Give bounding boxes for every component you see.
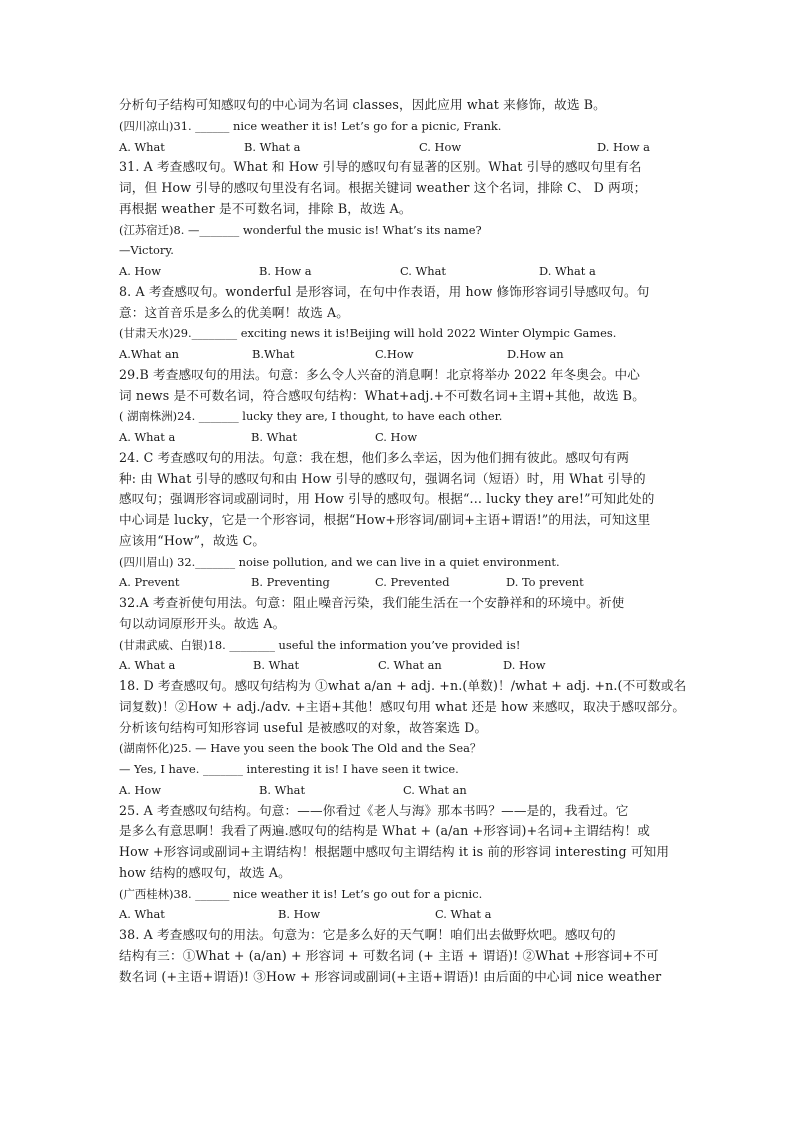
answer-option: D. What a [539, 264, 596, 278]
answer-option: B. How [278, 907, 321, 922]
answer-options [119, 261, 679, 282]
answer-option: B. What [259, 782, 306, 797]
explanation-line: 38. A 考查感叹句的用法。句意为：它是多么好的天气啊！咱们出去做野炊吧。感叹句的 [119, 927, 616, 942]
question-line: (广西桂林)38. ______ nice weather it is! Let’s go out for a picnic. [119, 886, 483, 901]
answer-option: A. What [119, 139, 165, 154]
answer-option: B.What [252, 347, 295, 361]
answer-option: A. Prevent [119, 575, 180, 590]
explanation-line: 词 news 是不可数名词，符合感叹句结构：What+adj.+不可数名词+主谓+其他，故选 B。 [119, 387, 645, 403]
explanation-line: 中心词是 lucky，它是一个形容词，根据“How+形容词/副词+主语+谓语!”的用法，可知这里 [119, 512, 651, 527]
answer-option: D. How a [597, 139, 650, 154]
explanation-line: 8. A 考查感叹句。wonderful 是形容词，在句中作表语，用 how 修饰形容词引导感叹句。句 [119, 283, 650, 299]
answer-option: C. What an [403, 782, 467, 797]
question-line: ( 湖南株洲)24. _______ lucky they are, I thought, to have each other. [119, 409, 503, 424]
explanation-line: 意：这首音乐是多么的优美啊！故选 A。 [119, 304, 350, 320]
answer-options [119, 780, 679, 801]
question-line: (四川眉山) 32._______ noise pollution, and we can live in a quiet environment. [119, 554, 560, 569]
answer-option: D. To prevent [506, 575, 584, 590]
explanation-line: 词复数)！②How + adj./adv. +主语+其他！感叹句用 what 还是 how 来感叹，取决于感叹部分。 [119, 698, 686, 714]
explanation-line: 分析该句结构可知形容词 useful 是被感叹的对象，故答案选 D。 [119, 719, 488, 735]
answer-option: C. What a [435, 907, 492, 922]
explanation-line: 32.A 考查祈使句用法。句意：阻止噪音污染，我们能生活在一个安静祥和的环境中。祈使 [119, 595, 625, 610]
explanation-line: 应该用“How”，故选 C。 [119, 532, 266, 548]
answer-option: A. How [119, 782, 162, 797]
question-line: (四川凉山)31. ______ nice weather it is! Let’s go for a picnic, Frank. [119, 118, 502, 133]
explanation-line: How +形容词或副词+主谓结构！根据题中感叹句主谓结构 it is 前的形容词 interesting 可知用 [119, 844, 670, 859]
explanation-line: 31. A 考查感叹句。What 和 How 引导的感叹句有显著的区别。What 引导的感叹句里有名 [119, 159, 642, 175]
explanation-line: 数名词 (+主语+谓语)! ③How + 形容词或副词(+主语+谓语)! 由后面的中心词 nice weather [119, 968, 662, 984]
answer-options [119, 655, 679, 676]
answer-option: A.What an [119, 347, 180, 361]
answer-option: A. What a [119, 658, 176, 673]
answer-option: D. How [503, 658, 546, 673]
answer-option: B. How a [259, 264, 312, 278]
explanation-line: 25. A 考查感叹句结构。句意：——你看过《老人与海》那本书吗？——是的，我看过。它 [119, 802, 629, 818]
explanation-line: 是多么有意思啊！我看了两遍.感叹句的结构是 What + (a/an +形容词)+名词+主谓结构！或 [119, 823, 650, 839]
answer-options [119, 344, 679, 365]
explanation-line: 24. C 考查感叹句的用法。句意：我在想，他们多么幸运，因为他们拥有彼此。感叹句有两 [119, 449, 630, 465]
answer-option: B. What a [244, 139, 301, 154]
explanation-line: 词，但 How 引导的感叹句里没有名词。根据关键词 weather 这个名词，排除 C、 D 两项； [119, 180, 647, 195]
answer-options [119, 427, 679, 448]
question-line: (江苏宿迁)8. —_______ wonderful the music is! What’s its name? [119, 222, 482, 237]
question-line: — Yes, I have. _______ interesting it is! I have seen it twice. [119, 762, 459, 776]
answer-option: C. What [400, 264, 446, 278]
answer-options [119, 904, 679, 925]
explanation-line: 感叹句；强调形容词或副词时，用 How 引导的感叹句。根据“... lucky they are!”可知此处的 [119, 491, 655, 507]
answer-option: C. What an [378, 658, 442, 673]
question-line: (甘肃武威、白银)18. ________ useful the information you’ve provided is! [119, 637, 521, 652]
answer-option: A. What a [119, 430, 176, 444]
answer-option: A. What [119, 907, 165, 922]
answer-option: C.How [375, 347, 414, 361]
question-line: (湖南怀化)25. — Have you seen the book The Old and the Sea？ [119, 741, 482, 756]
answer-options [119, 572, 679, 593]
explanation-line: 再根据 weather 是不可数名词，排除 B，故选 A。 [119, 200, 412, 216]
explanation-line: 结构有三：①What + (a/an) + 形容词 + 可数名词 (+ 主语 + 谓语)! ②What +形容词+不可 [119, 947, 659, 963]
answer-options [119, 137, 679, 158]
answer-option: B. What [253, 658, 300, 673]
answer-option: B. Preventing [251, 575, 330, 590]
answer-option: D.How an [507, 347, 564, 361]
answer-option: B. What [251, 430, 298, 444]
explanation-line: 18. D 考查感叹句。感叹句结构为 ①what a/an + adj. +n.(单数)！/what + adj. +n.(不可数或名 [119, 678, 687, 693]
explanation-line: 句以动词原形开头。故选 A。 [119, 615, 286, 631]
answer-option: A. How [119, 264, 162, 278]
answer-option: C. How [375, 430, 418, 444]
document-body [119, 95, 687, 987]
explanation-line: 分析句子结构可知感叹句的中心词为名词 classes，因此应用 what 来修饰，故选 B。 [119, 97, 606, 112]
answer-option: C. How [419, 139, 462, 154]
explanation-line: 29.B 考查感叹句的用法。句意：多么令人兴奋的消息啊！北京将举办 2022 年冬奥会。中心 [119, 366, 641, 382]
question-line: (甘肃天水)29.________ exciting news it is!Beijing will hold 2022 Winter Olympic Games. [119, 326, 617, 341]
explanation-line: how 结构的感叹句，故选 A。 [119, 864, 291, 880]
answer-option: C. Prevented [375, 575, 450, 590]
explanation-line: 种: 由 What 引导的感叹句和由 How 引导的感叹句，强调名词（短语）时，用 What 引导的 [119, 470, 646, 486]
question-line: —Victory. [119, 243, 174, 258]
